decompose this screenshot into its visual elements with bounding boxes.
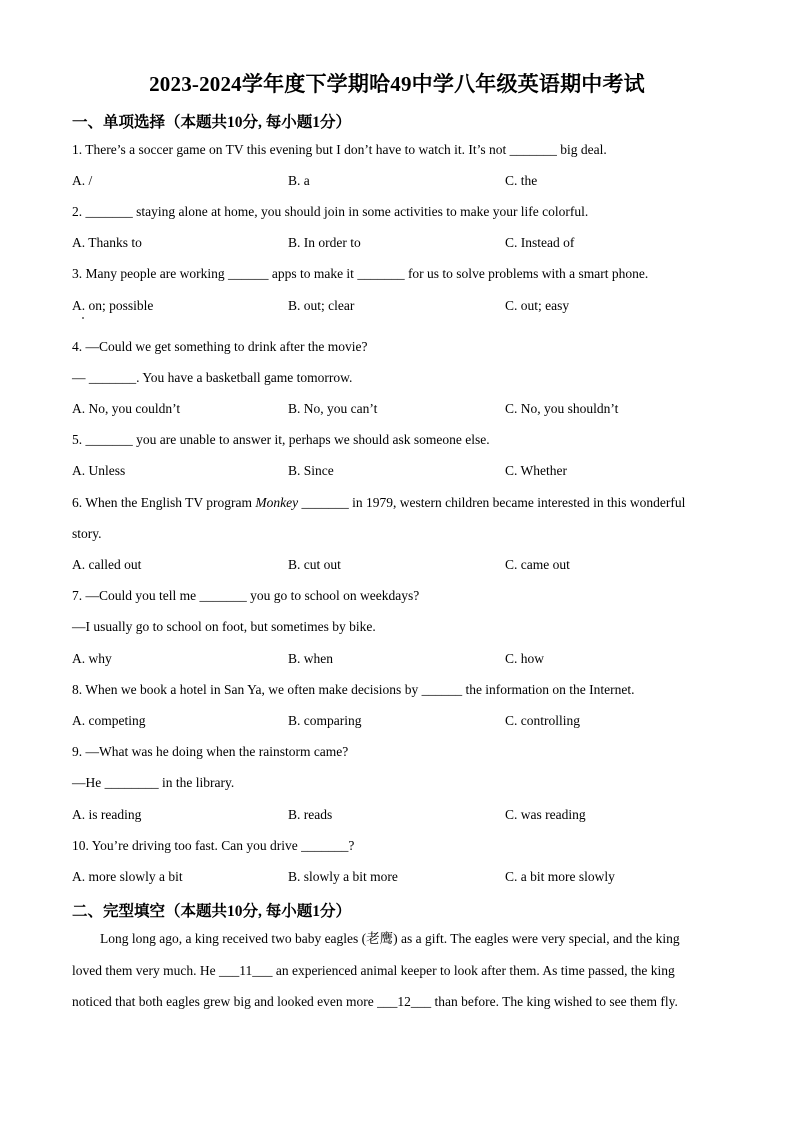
option-b: B. Since [288,463,334,478]
option-a: A. why [72,651,112,666]
question-4-stem-line-1: 4. —Could we get something to drink after the movie? [72,339,368,354]
cloze-paragraph-line-3: noticed that both eagles grew big and looked even more ___12___ than before. The king wished to see them fly. [72,994,678,1009]
option-c: C. came out [505,557,570,572]
question-1-stem: 1. There’s a soccer game on TV this evening but I don’t have to watch it. It’s not _______ big deal. [72,142,607,157]
question-5-options [72,462,732,480]
program-name-monkey: Monkey [255,495,299,510]
option-c: C. was reading [505,807,586,822]
option-a: A. Thanks to [72,235,142,250]
option-a: A. more slowly a bit [72,869,183,884]
question-3-options [72,297,732,315]
question-2-stem: 2. _______ staying alone at home, you should join in some activities to make your life colorful. [72,204,589,219]
option-b: B. comparing [288,713,362,728]
option-c: C. Whether [505,463,567,478]
section-heading-cloze: 二、完型填空（本题共10分, 每小题1分） [72,903,352,920]
stray-dot-mark [82,317,84,319]
option-b: B. reads [288,807,333,822]
option-a: A. called out [72,557,142,572]
option-b: B. In order to [288,235,361,250]
question-10-stem: 10. You’re driving too fast. Can you drive _______? [72,838,355,853]
option-b: B. No, you can’t [288,401,378,416]
option-c: C. No, you shouldn’t [505,401,619,416]
question-7-options [72,650,732,668]
question-7-stem-line-2: —I usually go to school on foot, but sometimes by bike. [72,619,376,634]
question-8-stem: 8. When we book a hotel in San Ya, we often make decisions by ______ the information on the Internet. [72,682,635,697]
question-3-stem: 3. Many people are working ______ apps to make it _______ for us to solve problems with a smart phone. [72,266,649,281]
option-b: B. out; clear [288,298,355,313]
question-6-stem-part-2: _______ in 1979, western children became interested in this wonderful [298,495,686,510]
question-10-options [72,868,732,886]
cloze-paragraph-line-1: Long long ago, a king received two baby eagles (老鹰) as a gift. The eagles were very special, and the king [100,931,680,946]
question-6-stem [72,494,685,512]
question-6-stem-continued: story. [72,526,102,541]
option-a: A. is reading [72,807,142,822]
question-4-stem-line-2: — _______. You have a basketball game tomorrow. [72,370,353,385]
option-b: B. a [288,173,310,188]
question-9-stem-line-1: 9. —What was he doing when the rainstorm came? [72,744,349,759]
section-heading-single-choice: 一、单项选择（本题共10分, 每小题1分） [72,114,352,131]
option-c: C. a bit more slowly [505,869,615,884]
option-c: C. out; easy [505,298,570,313]
option-b: B. when [288,651,333,666]
question-8-options [72,712,732,730]
question-7-stem-line-1: 7. —Could you tell me _______ you go to school on weekdays? [72,588,420,603]
option-b: B. slowly a bit more [288,869,398,884]
option-a: A. Unless [72,463,126,478]
question-2-options [72,234,732,252]
question-4-options [72,400,732,418]
exam-title: 2023-2024学年度下学期哈49中学八年级英语期中考试 [149,72,645,96]
question-1-options [72,172,732,190]
option-a: A. on; possible [72,298,154,313]
question-6-options [72,556,732,574]
question-9-options [72,806,732,824]
option-c: C. Instead of [505,235,575,250]
question-6-stem-part-1: 6. When the English TV program [72,495,256,510]
option-a: A. No, you couldn’t [72,401,181,416]
option-c: C. how [505,651,545,666]
cloze-paragraph-line-2: loved them very much. He ___11___ an experienced animal keeper to look after them. As time passed, the king [72,963,675,978]
option-c: C. controlling [505,713,580,728]
option-b: B. cut out [288,557,341,572]
question-5-stem: 5. _______ you are unable to answer it, perhaps we should ask someone else. [72,432,490,447]
option-c: C. the [505,173,538,188]
option-a: A. / [72,173,93,188]
question-9-stem-line-2: —He ________ in the library. [72,775,235,790]
option-a: A. competing [72,713,146,728]
